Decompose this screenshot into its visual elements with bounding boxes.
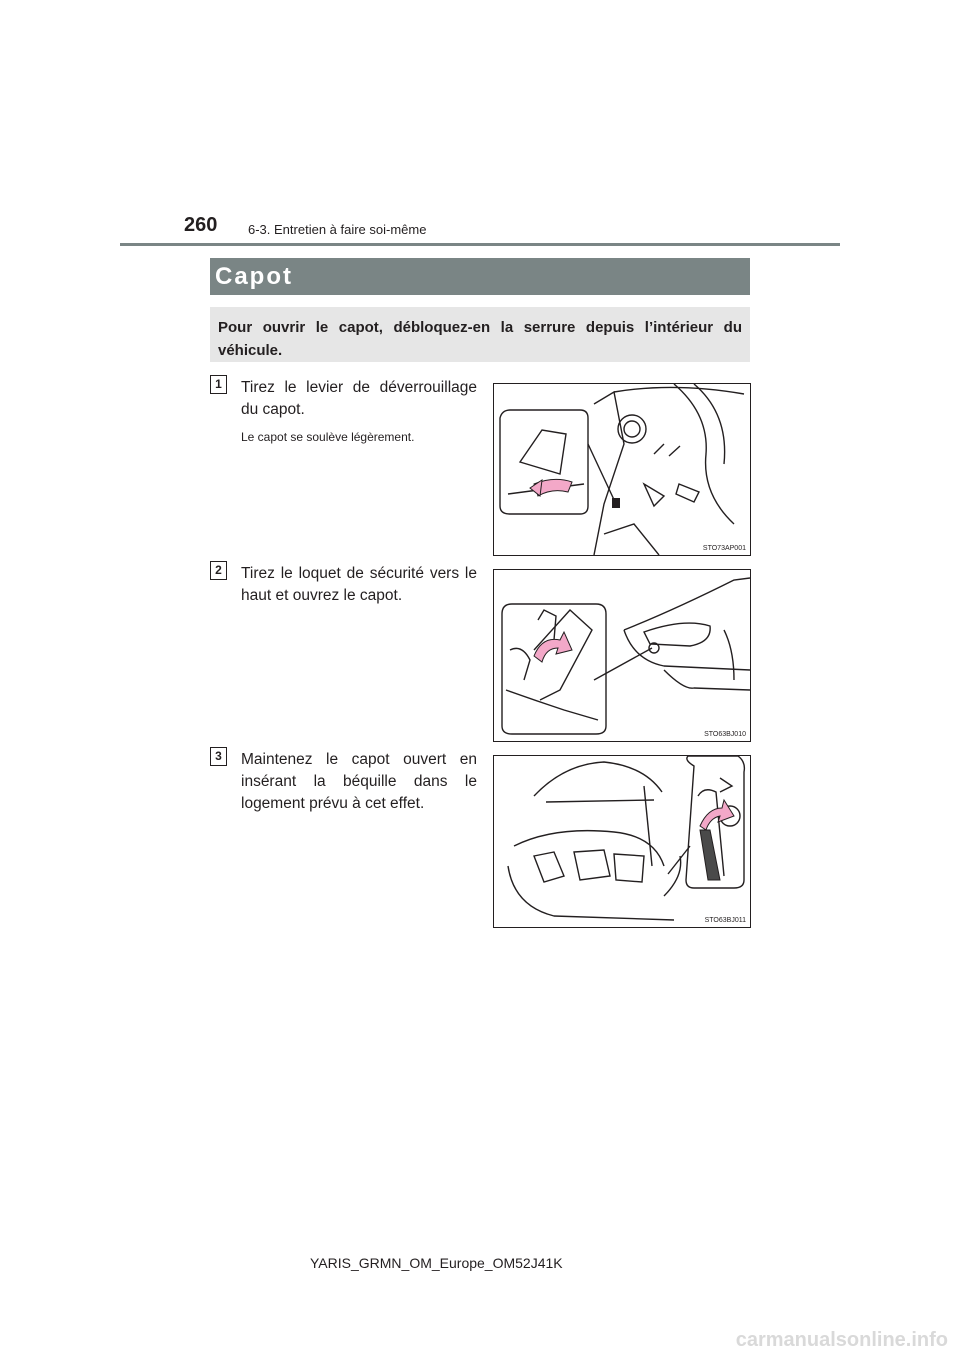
intro-text: Pour ouvrir le capot, débloquez-en la serrure depuis l’intérieur du véhicule. (218, 319, 742, 359)
page-number: 260 (184, 214, 218, 236)
illustration-hood-support-rod (494, 756, 750, 927)
illustration-safety-catch (494, 570, 750, 741)
page-title: Capot (215, 263, 293, 290)
section-title: 6-3. Entretien à faire soi-même (248, 222, 427, 237)
figure-hood-support-rod (493, 755, 751, 928)
illustration-hood-release-lever (494, 384, 750, 555)
step-number-3: 3 (210, 747, 227, 766)
step-number-2: 2 (210, 561, 227, 580)
figure-code-1: STO73AP001 (702, 545, 746, 552)
figure-safety-catch (493, 569, 751, 742)
step-1-note: Le capot se soulève légèrement. (241, 430, 415, 444)
figure-code-2: STO63BJ010 (704, 731, 746, 738)
figure-hood-release-lever (493, 383, 751, 556)
intro-box (210, 307, 750, 362)
header-rule (120, 243, 840, 246)
title-band (210, 258, 750, 295)
step-3-text: Maintenez le capot ouvert en insérant la béquille dans le logement prévu à cet effet. (241, 751, 477, 812)
step-2-text: Tirez le loquet de sécurité vers le haut et ouvrez le capot. (241, 565, 477, 604)
figure-code-3: STO63BJ011 (704, 917, 746, 924)
step-number-1: 1 (210, 375, 227, 394)
watermark: carmanualsonline.info (735, 1329, 948, 1351)
step-1-text: Tirez le levier de déverrouillage du capot. (241, 379, 477, 418)
footer-document-code: YARIS_GRMN_OM_Europe_OM52J41K (310, 1255, 563, 1271)
